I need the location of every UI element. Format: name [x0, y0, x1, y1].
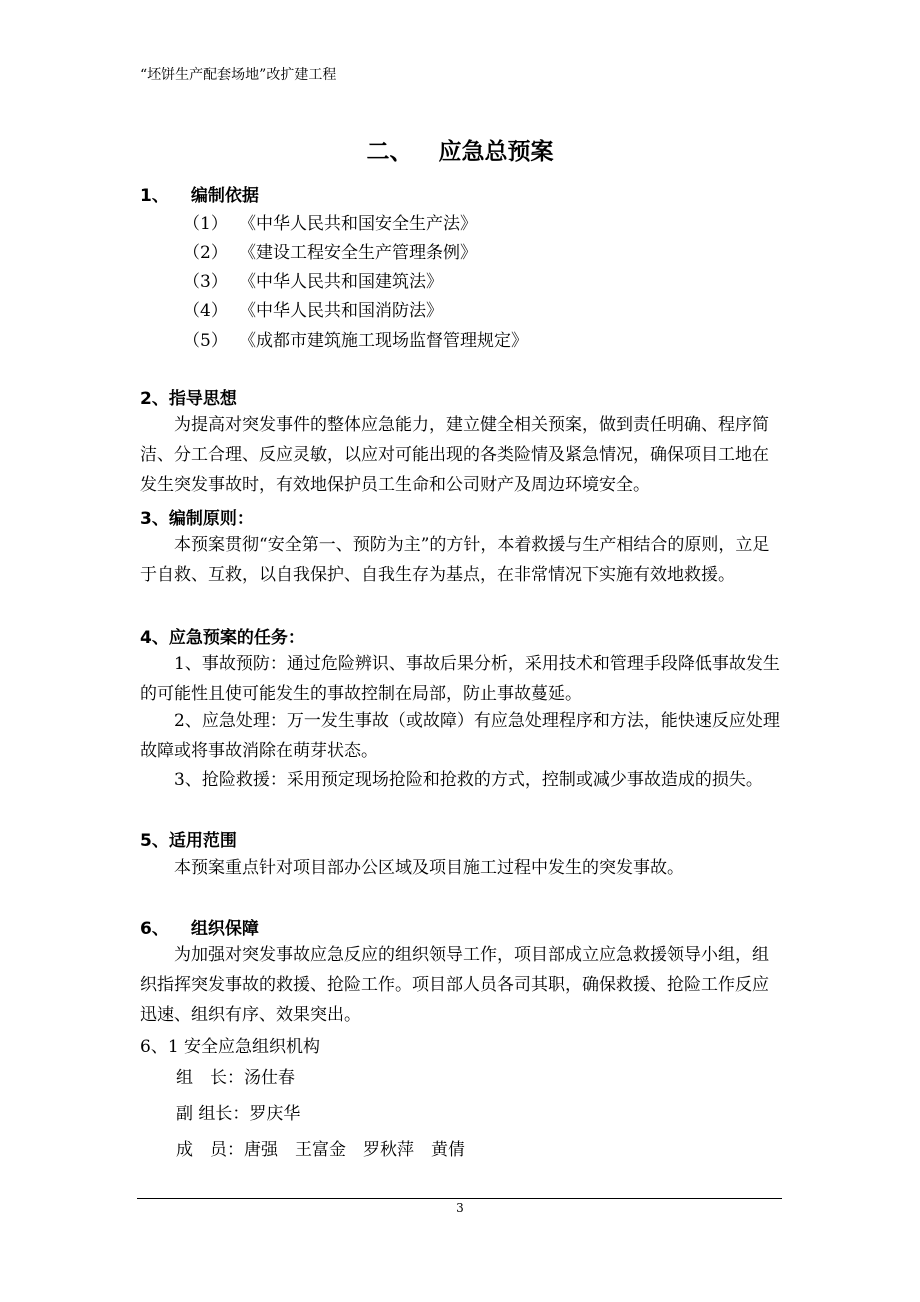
members-row [176, 1135, 465, 1160]
members-label: 成 员： [176, 1140, 244, 1160]
leader-row [176, 1063, 295, 1088]
section-6-1-heading: 6、1 安全应急组织机构 [140, 1037, 321, 1057]
section-3-heading: 3、编制原则： [140, 509, 254, 529]
leader-label: 组 长： [176, 1068, 244, 1088]
section-6-body: 为加强对突发事故应急反应的组织领导工作，项目部成立应急救援领导小组，组织指挥突发事故的救援、抢险工作。项目部人员各司其职，确保救援、抢险工作反应迅速、组织有序、效果突出。 [140, 945, 769, 1025]
section-1-heading [140, 181, 259, 206]
task-item: 2、应急处理：万一发生事故（或故障）有应急处理程序和方法，能快速反应处理故障或将事故消除在萌芽状态。 [140, 711, 780, 761]
section-1-number: 1、 [140, 186, 169, 206]
section-6-heading [140, 914, 259, 939]
deputy-name: 罗庆华 [249, 1104, 301, 1124]
section-2-body: 为提高对突发事件的整体应急能力，建立健全相关预案，做到责任明确、程序简洁、分工合理、反应灵敏，以应对可能出现的各类险情及紧急情况，确保项目工地在发生突发事故时，有效地保护员工生命和公司财产及周边环境安全。 [140, 415, 769, 495]
section-6-number: 6、 [140, 919, 169, 939]
task-item: 3、抢险救援：采用预定现场抢险和抢救的方式，控制或减少事故造成的损失。 [174, 770, 763, 790]
section-1-title: 编制依据 [190, 186, 259, 206]
running-header: “坯饼生产配套场地”改扩建工程 [140, 67, 337, 83]
basis-item: （4） 《中华人民共和国消防法》 [183, 301, 443, 321]
section-4-heading: 4、应急预案的任务： [140, 628, 305, 648]
page-number: 3 [456, 1201, 464, 1215]
members-names: 唐强 王富金 罗秋萍 黄倩 [244, 1140, 465, 1160]
basis-item: （3） 《中华人民共和国建筑法》 [183, 272, 443, 292]
section-5-heading: 5、适用范围 [140, 831, 237, 851]
leader-name: 汤仕春 [244, 1068, 295, 1088]
basis-item: （1） 《中华人民共和国安全生产法》 [183, 214, 477, 234]
section-6-title: 组织保障 [190, 919, 259, 939]
title-number: 二、 [366, 139, 413, 165]
section-3-body: 本预案贯彻“安全第一、预防为主”的方针，本着救援与生产相结合的原则，立足于自救、互救，以自我保护、自我生存为基点，在非常情况下实施有效地救援。 [140, 535, 770, 585]
page-title [0, 133, 920, 166]
title-text: 应急总预案 [438, 139, 554, 165]
basis-item: （2） 《建设工程安全生产管理条例》 [183, 243, 477, 263]
footer-divider [137, 1198, 782, 1199]
deputy-row [176, 1099, 300, 1124]
section-5-body: 本预案重点针对项目部办公区域及项目施工过程中发生的突发事故。 [174, 858, 684, 878]
basis-item: （5） 《成都市建筑施工现场监督管理规定》 [183, 331, 528, 351]
deputy-label: 副 组长： [176, 1104, 250, 1124]
section-2-heading: 2、指导思想 [140, 389, 237, 409]
task-item: 1、事故预防：通过危险辨识、事故后果分析，采用技术和管理手段降低事故发生的可能性且使可能发生的事故控制在局部，防止事故蔓延。 [140, 654, 780, 704]
